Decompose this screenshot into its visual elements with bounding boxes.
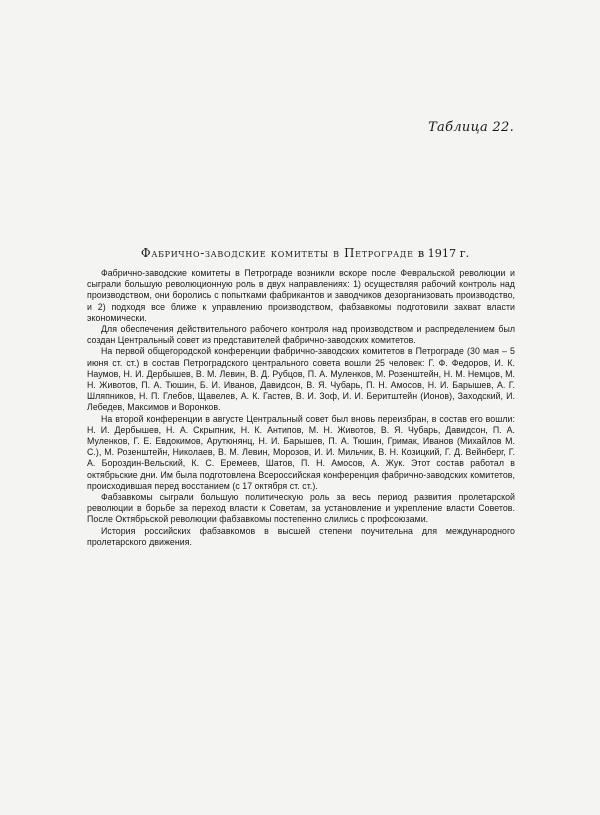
paragraph: На второй конференции в августе Центральный совет был вновь переизбран, в состав его вошли: Н. И. Дербышев, Н. А. Скрыпник, Н. К. Антипов, М. Н. Животов, В. Я. Чубарь, Давидсон, П. А. Муленков, Г. Е. Евдокимов, Арутюнянц, Н. И. Барышев, П. А. Тюшин, Гримак, Иванов (Михайлов М. С.), М. Розенштейн, Николаев, В. М. Левин, Морозов, И. И. Мильчик, В. Н. Козицкий, Г. Д. Вейнберг, Г. А. Бороздин-Вельский, К. С. Еремеев, Шатов, П. Н. Амосов, А. Жук. Этот состав работал в октябрьские дни. Им была подготовлена Всероссийская конференция фабрично-заводских комитетов, происходившая перед восстанием (с 17 октября ст. ст.). bbox=[87, 413, 515, 491]
page-title bbox=[78, 246, 532, 260]
paragraph: Фабзавкомы сыграли большую политическую роль за весь период развития пролетарской революции в борьбе за переход власти к Советам, за установление и укрепление власти Советов. После Октябрьской революции фабзавкомы постепенно слились с профсоюзами. bbox=[87, 492, 515, 525]
paragraph: История российских фабзавкомов в высшей степени поучительна для международного пролетарского движения. bbox=[87, 525, 515, 547]
article-body bbox=[87, 268, 515, 548]
paragraph: На первой общегородской конференции фабрично-заводских комитетов в Петрограде (30 мая – 5 июня ст. ст.) в состав Петроградского центрального совета вошли 25 человек: Г. Ф. Федоров, И. К. Наумов, Н. И. Дербышев, В. М. Левин, В. Д. Рубцов, П. А. Муленков, М. Розенштейн, Н. М. Немцов, М. Н. Животов, П. А. Тюшин, Б. И. Иванов, Давидсон, В. Я. Чубарь, П. Н. Амосов, Н. И. Барышев, А. Г. Шляпников, Н. П. Глебов, Щавелев, А. К. Гастев, В. И. Зоф, И. И. Беритштейн (Ионов), Заходский, И. Лебедев, Максимов и Воронков. bbox=[87, 346, 515, 413]
title-main: Фабрично-заводские комитеты в Петрограде bbox=[140, 246, 414, 260]
paragraph: Для обеспечения действительного рабочего контроля над производством и распределением был создан Центральный совет из представителей фабрично-заводских комитетов. bbox=[87, 324, 515, 346]
table-label: Таблица 22. bbox=[428, 120, 514, 135]
paragraph: Фабрично-заводские комитеты в Петрограде возникли вскоре после Февральской революции и сыграли большую революционную роль в двух направлениях: 1) осуществляя рабочий контроль над производством, они боролись с попытками фабрикантов и заводчиков дезорганизовать производство, и 2) подходя все ближе к управлению производством, фабзавкомы подготовили захват власти экономически. bbox=[87, 268, 515, 323]
title-year: в 1917 г. bbox=[417, 247, 470, 260]
